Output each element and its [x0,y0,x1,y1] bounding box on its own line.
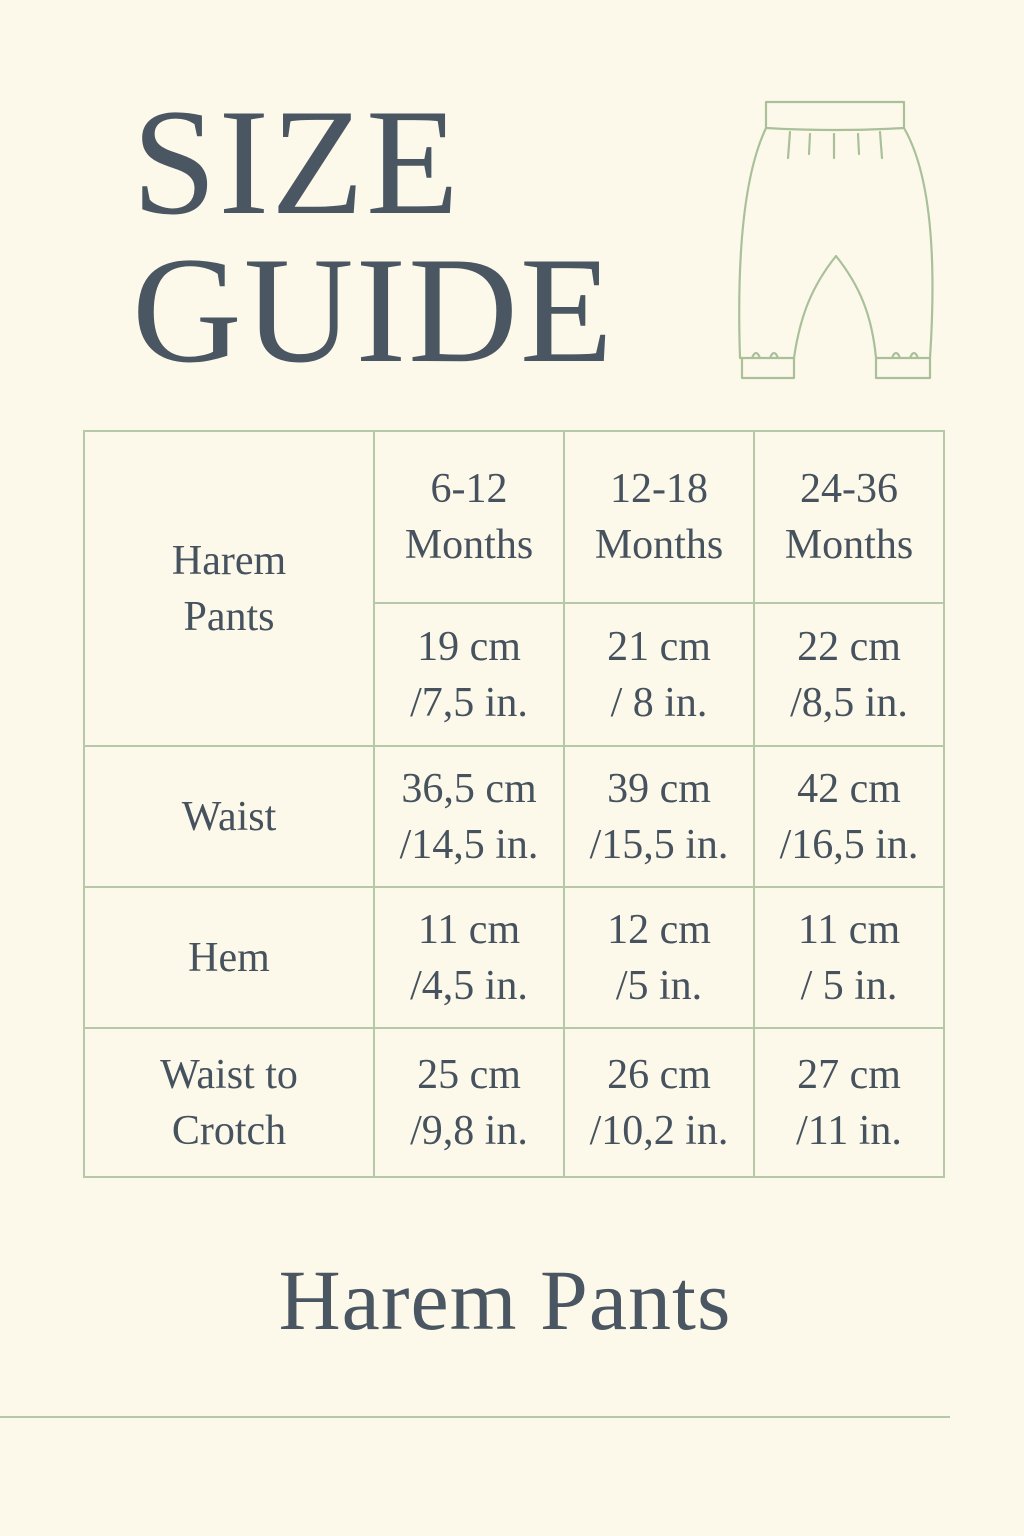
table-cell [374,746,564,887]
value-in: /10,2 in. [589,1107,729,1154]
page-title [132,78,615,394]
value-cm: 27 cm [797,1051,901,1098]
value-cm: 12 cm [607,906,711,953]
value-in: / 8 in. [610,679,708,726]
table-cell [754,1028,944,1177]
value-in: /5 in. [615,962,703,1009]
row-label [84,746,374,887]
size-header-6-12 [374,431,564,603]
value-in: /4,5 in. [410,962,528,1009]
table-cell [374,603,564,746]
row-label [84,887,374,1028]
value-in: /8,5 in. [790,679,908,726]
table-row-waist [84,746,944,887]
table-cell [754,603,944,746]
row-label-text: Waist to [160,1051,298,1098]
value-in: /15,5 in. [589,821,729,868]
product-label-line: Harem [171,537,287,584]
divider [0,1416,950,1418]
value-cm: 11 cm [417,906,521,953]
value-cm: 25 cm [417,1051,521,1098]
size-table [83,430,945,1178]
value-in: /14,5 in. [399,821,539,868]
size-unit: Months [404,522,534,568]
row-label-text: Crotch [171,1107,287,1154]
value-cm: 42 cm [797,765,901,812]
table-cell [564,1028,754,1177]
table-cell [564,887,754,1028]
title-line-size: SIZE [132,78,461,246]
size-header-12-18 [564,431,754,603]
product-label-line: Pants [183,593,275,640]
harem-pants-icon [730,96,950,386]
value-cm: 22 cm [797,623,901,670]
size-unit: Months [594,522,724,568]
table-cell [564,746,754,887]
size-range: 6-12 [430,466,508,512]
size-range: 12-18 [610,466,708,512]
product-label-cell [84,431,374,746]
table-row-waist-to-crotch [84,1028,944,1177]
title-line-guide: GUIDE [132,226,615,394]
value-cm: 26 cm [607,1051,711,1098]
size-unit: Months [784,522,914,568]
row-label-text: Waist [181,793,277,840]
value-in: /7,5 in. [410,679,528,726]
value-cm: 21 cm [607,623,711,670]
table-cell [374,1028,564,1177]
size-range: 24-36 [800,466,898,512]
row-label [84,1028,374,1177]
value-in: /11 in. [796,1107,902,1154]
table-cell [564,603,754,746]
table-row-hem [84,887,944,1028]
value-in: / 5 in. [800,962,898,1009]
value-cm: 39 cm [607,765,711,812]
table-row [84,431,944,603]
value-cm: 11 cm [797,906,901,953]
row-label-text: Hem [188,934,270,981]
footer-title: Harem Pants [278,1252,732,1348]
value-cm: 19 cm [417,623,521,670]
size-header-24-36 [754,431,944,603]
table-cell [754,887,944,1028]
value-in: /9,8 in. [410,1107,528,1154]
value-cm: 36,5 cm [401,765,537,812]
value-in: /16,5 in. [779,821,919,868]
table-cell [754,746,944,887]
table-cell [374,887,564,1028]
